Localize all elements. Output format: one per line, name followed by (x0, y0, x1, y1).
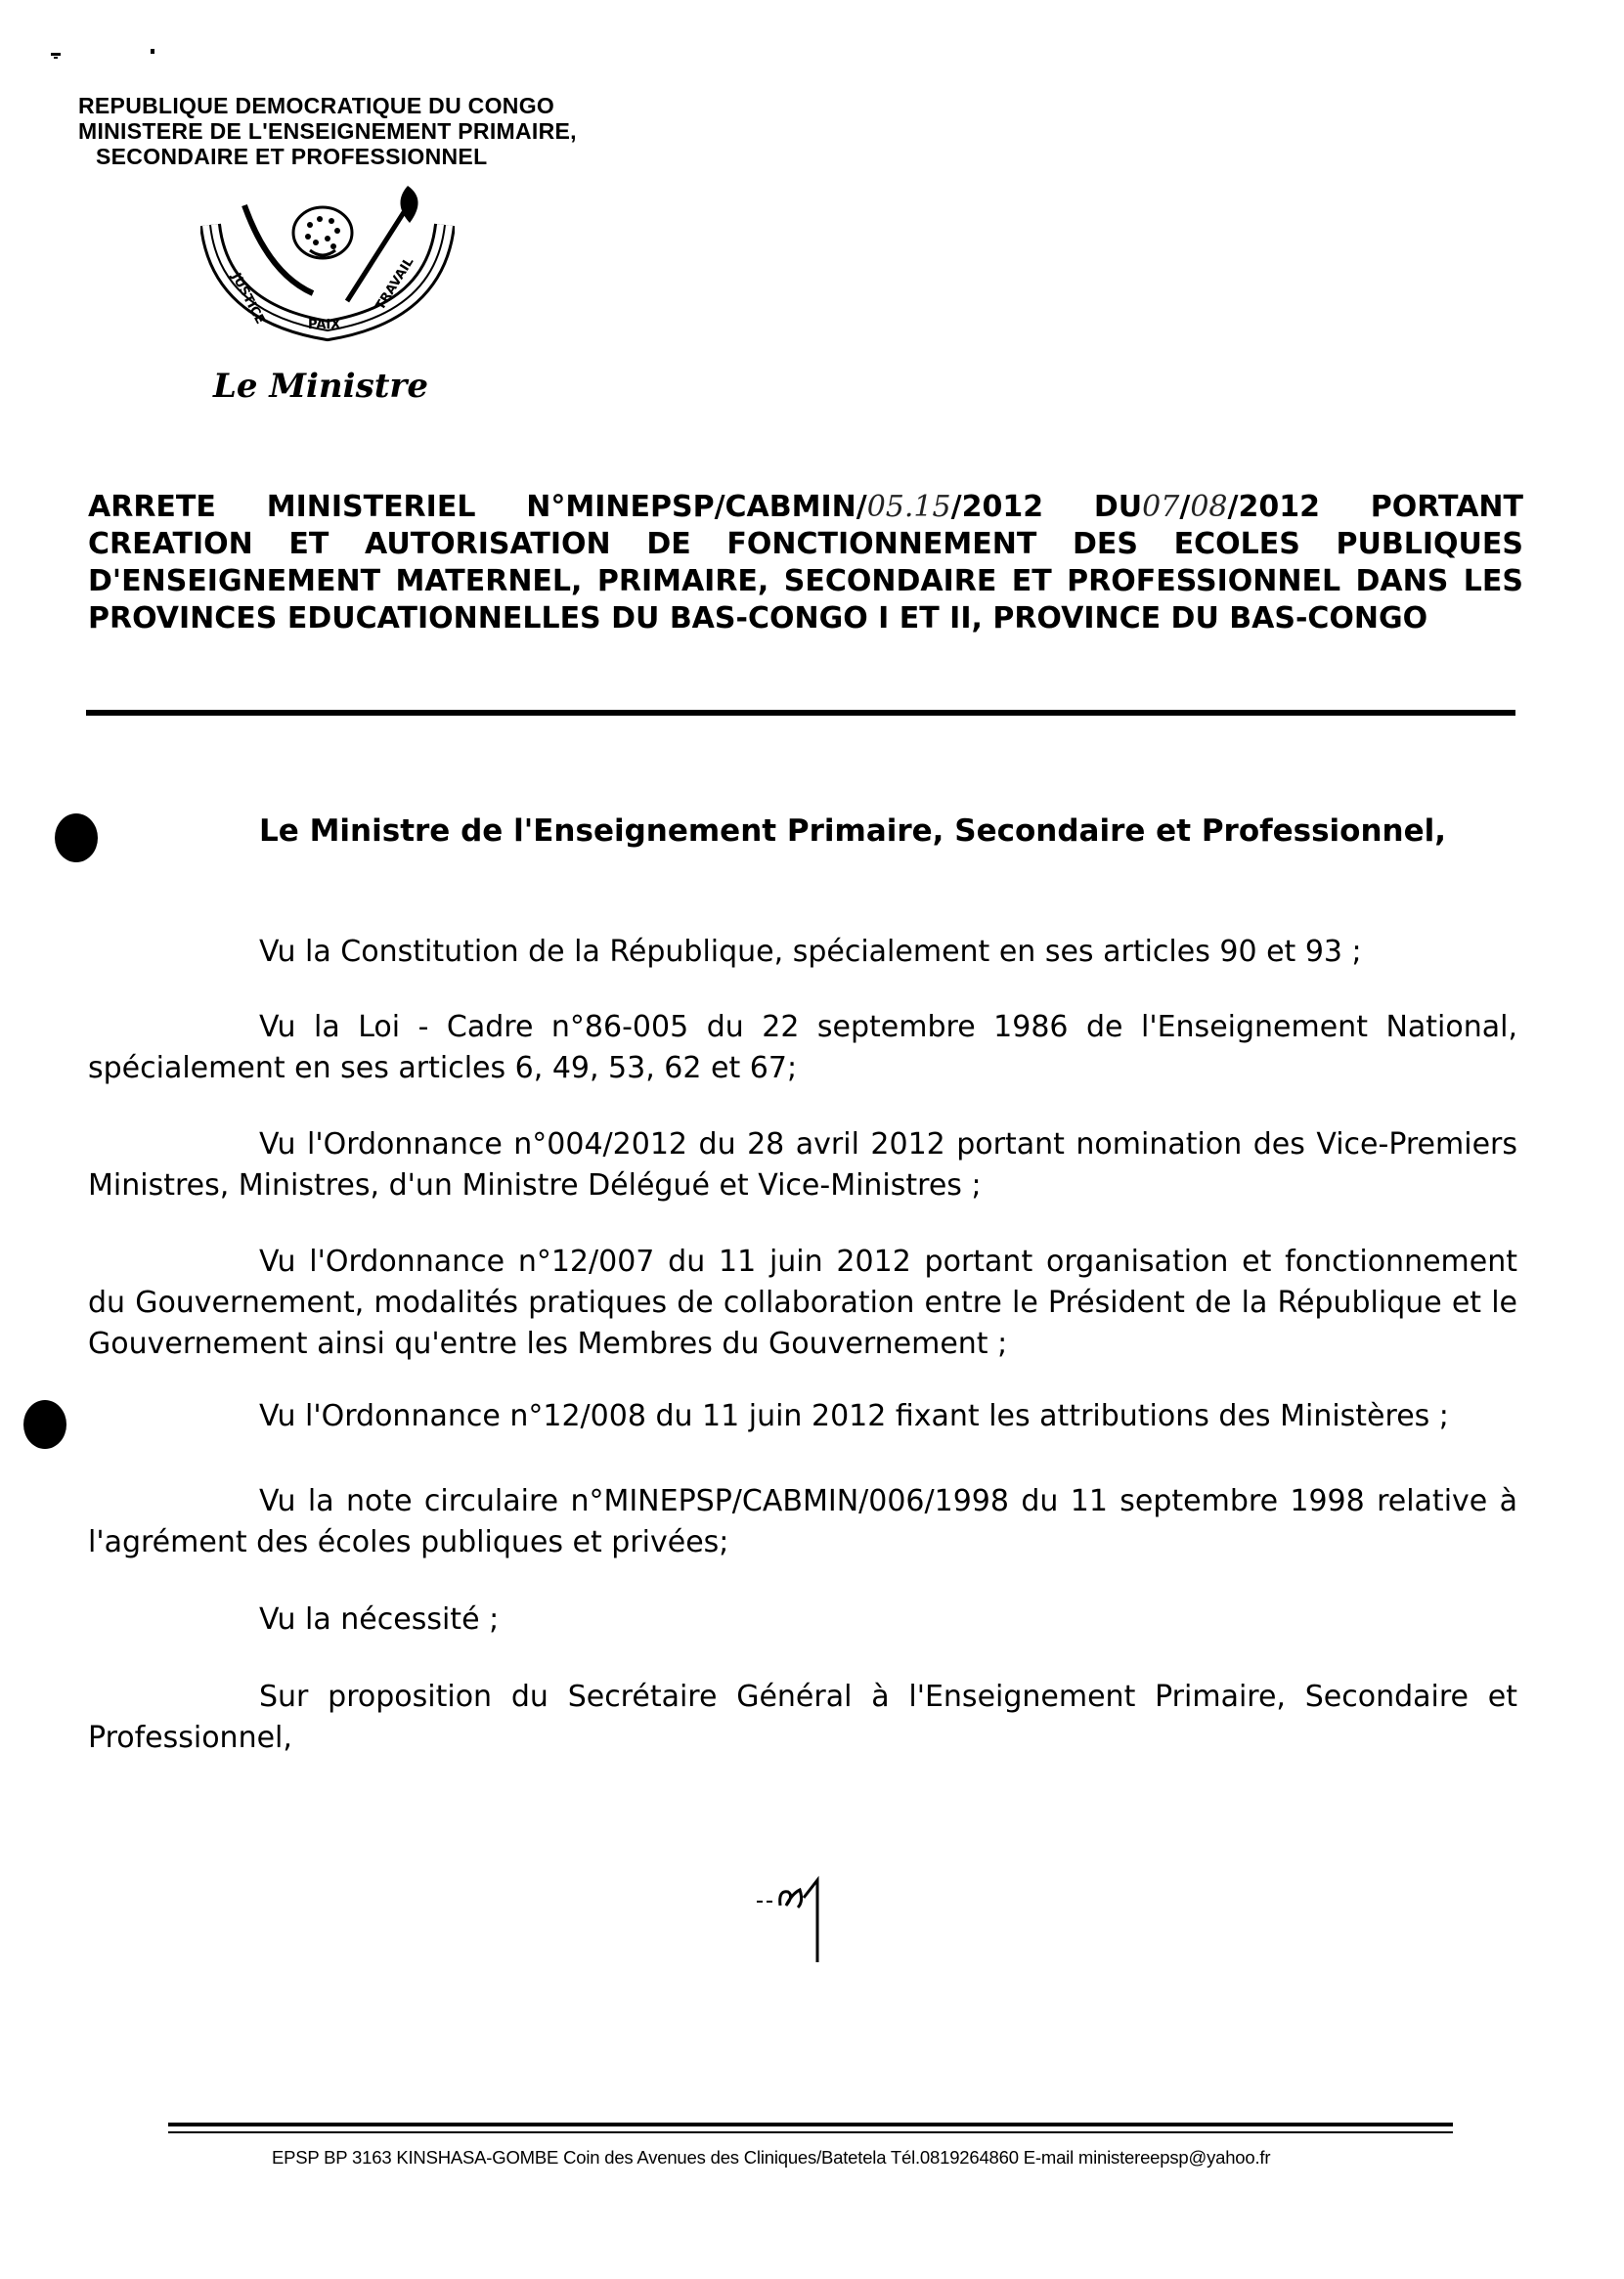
scan-specks (47, 41, 164, 61)
consideration-paragraph: Sur proposition du Secrétaire Général à l'Enseignement Primaire, Secondaire et Professionnel, (88, 1680, 1517, 1755)
consideration-paragraph: Vu l'Ordonnance n°12/007 du 11 juin 2012 portant organisation et fonctionnement du Gouvernement, modalités pratiques de collaboration entre le Président de la République et le Gouvernement ainsi qu'entre les Membres du Gouvernement ; (88, 1245, 1517, 1361)
punch-hole-mark (23, 1400, 66, 1449)
letterhead-ministry: MINISTERE DE L'ENSEIGNEMENT PRIMAIRE, (78, 118, 577, 144)
handwritten-initials-signature (753, 1872, 841, 1970)
emblem-word-paix: PAIX (308, 318, 341, 332)
consideration-paragraph: Vu la note circulaire n°MINEPSP/CABMIN/006/1998 du 11 septembre 1998 relative à l'agrément des écoles publiques et privées; (88, 1484, 1517, 1559)
handwritten-decree-number: 05.15 (866, 490, 951, 524)
footer-address: EPSP BP 3163 KINSHASA-GOMBE Coin des Avenues des Cliniques/Batetela Tél.0819264860 E-mail ministereepsp@yahoo.fr (272, 2147, 1271, 2168)
title-underline (86, 710, 1515, 716)
title-part3: / (1179, 490, 1191, 524)
consideration-paragraph: Vu la Loi - Cadre n°86-005 du 22 septembre 1986 de l'Enseignement National, spécialement en ses articles 6, 49, 53, 62 et 67; (88, 1010, 1517, 1085)
punch-hole-mark (55, 813, 98, 862)
emblem-word-travail: TRAVAIL (373, 254, 417, 314)
footer-rule-thin (168, 2131, 1453, 2133)
handwritten-day: 07 (1142, 490, 1180, 524)
letterhead (78, 93, 577, 169)
consideration-paragraph: Vu la Constitution de la République, spécialement en ses articles 90 et 93 ; (259, 935, 1362, 969)
letterhead-country: REPUBLIQUE DEMOCRATIQUE DU CONGO (78, 93, 555, 118)
handwritten-month: 08 (1190, 490, 1228, 524)
consideration-paragraph: Vu la nécessité ; (259, 1602, 500, 1637)
footer-rule (168, 2123, 1453, 2126)
emblem-word-justice: JUSTICE (228, 270, 268, 328)
letterhead-ministry-cont: SECONDAIRE ET PROFESSIONNEL (96, 144, 488, 169)
title-part2: /2012 DU (950, 490, 1143, 524)
title-part1: ARRETE MINISTERIEL N°MINEPSP/CABMIN/ (88, 490, 867, 524)
consideration-paragraph: Vu l'Ordonnance n°12/008 du 11 juin 2012 fixant les attributions des Ministères ; (259, 1399, 1449, 1433)
minister-designation: Le Ministre de l'Enseignement Primaire, Secondaire et Professionnel, (259, 813, 1447, 849)
consideration-paragraph: Vu l'Ordonnance n°004/2012 du 28 avril 2012 portant nomination des Vice-Premiers Ministres, Ministres, d'un Ministre Délégué et Vice-Ministres ; (88, 1127, 1517, 1203)
signatory-heading: Le Ministre (213, 367, 428, 406)
title-part4: /2012 PORTANT CREATION ET AUTORISATION DE FONCTIONNEMENT DES ECOLES PUBLIQUES D'ENSEIGNEMENT MATERNEL, PRIMAIRE, SECONDAIRE ET PROFESSIONNEL DANS LES PROVINCES EDUCATIONNELLES DU BAS-CONGO I ET II, PROVINCE DU BAS-CONGO (88, 490, 1523, 635)
coat-of-arms-emblem (200, 186, 455, 347)
decree-title (88, 489, 1523, 637)
